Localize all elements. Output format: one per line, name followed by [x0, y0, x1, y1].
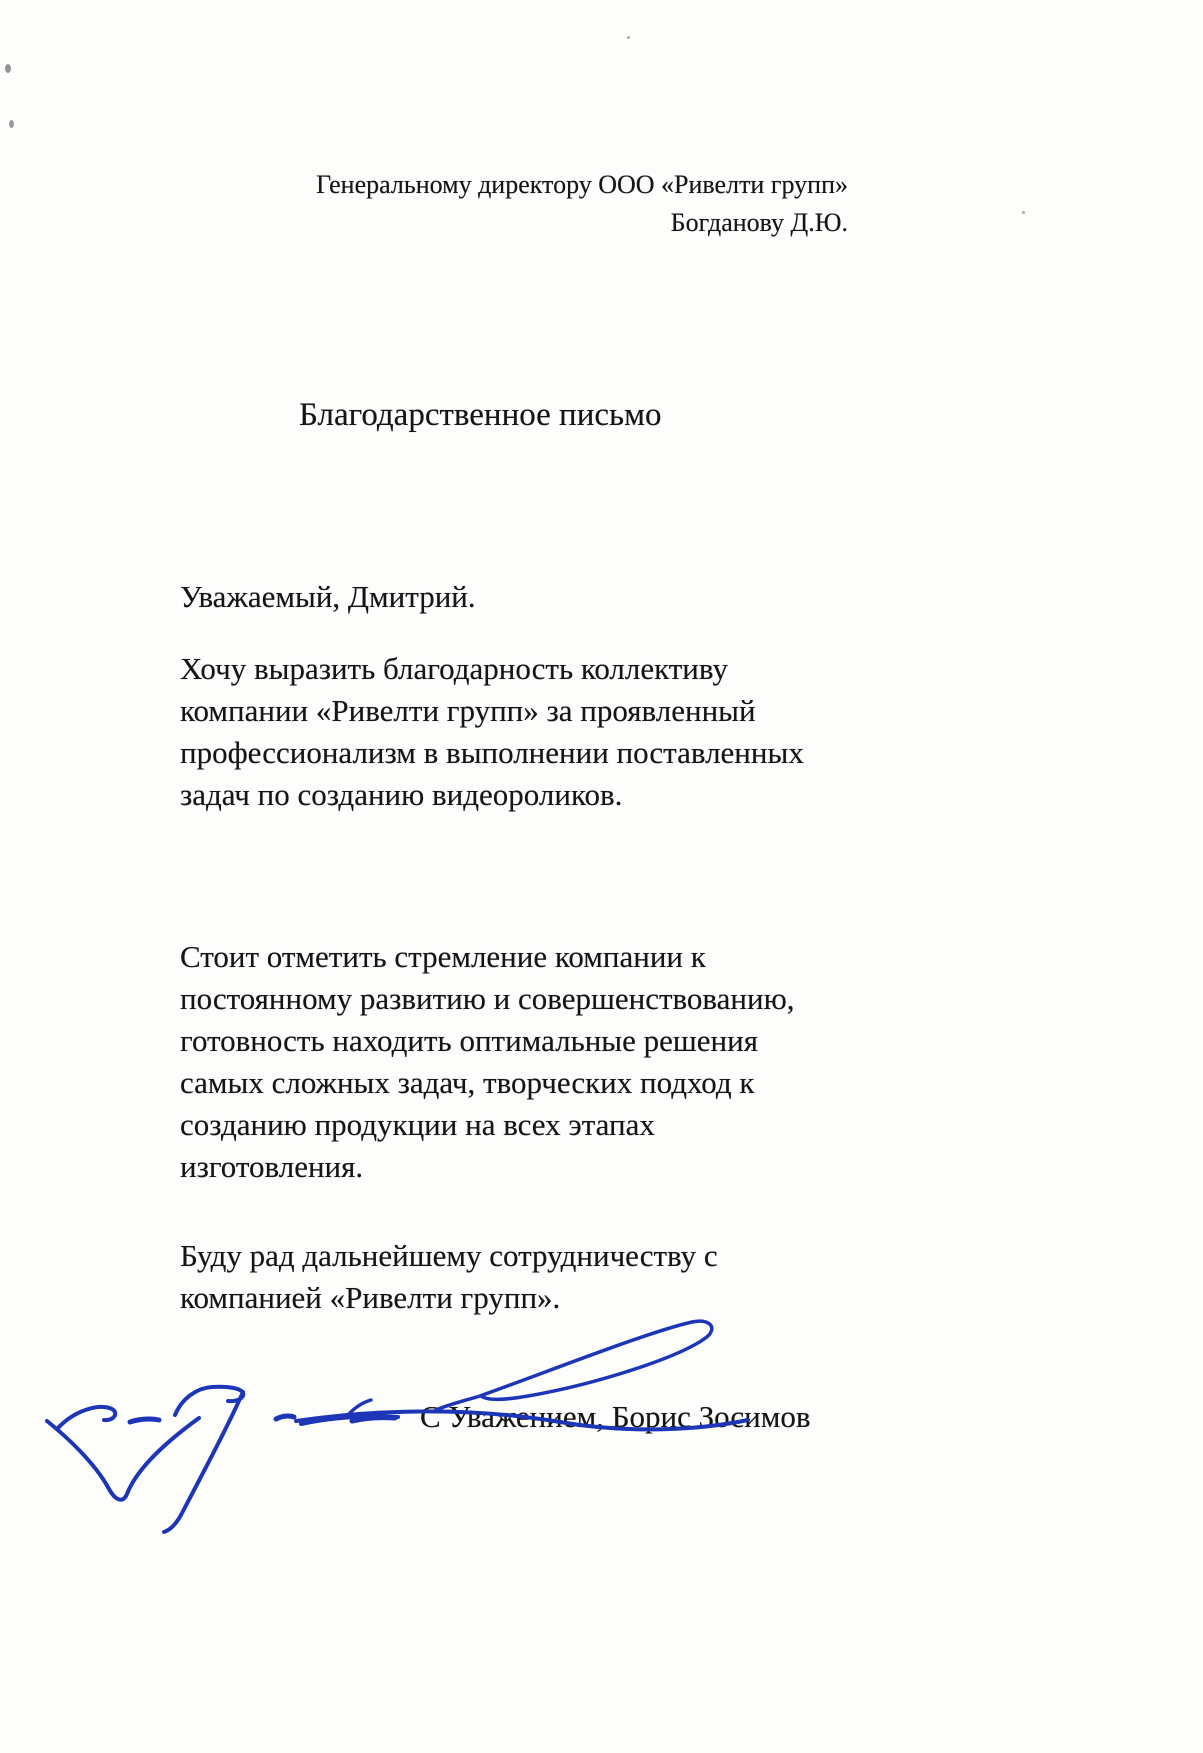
recipient-line: Богданову Д.Ю.	[670, 208, 848, 237]
paragraph-line: задач по созданию видеороликов.	[180, 777, 623, 812]
paragraph-2	[180, 936, 795, 1188]
paragraph-line: Буду рад дальнейшему сотрудничеству с	[180, 1238, 718, 1273]
paragraph-3	[180, 1235, 718, 1319]
paragraph-line: профессионализм в выполнении поставленных	[180, 735, 804, 770]
scan-speck	[9, 120, 14, 128]
paragraph-line: изготовления.	[180, 1149, 364, 1184]
paragraph-line: компанией «Ривелти групп».	[180, 1280, 561, 1315]
scan-speck	[1022, 211, 1025, 214]
letter-title: Благодарственное письмо	[299, 397, 662, 433]
greeting-line: Уважаемый, Дмитрий.	[180, 579, 476, 614]
paragraph-line: созданию продукции на всех этапах	[180, 1107, 655, 1142]
scan-speck	[5, 64, 11, 73]
recipient-block	[316, 166, 848, 242]
paragraph-line: Хочу выразить благодарность коллективу	[180, 651, 728, 686]
paragraph-line: самых сложных задач, творческих подход к	[180, 1065, 755, 1100]
recipient-line: Генеральному директору ООО «Ривелти групп»	[316, 170, 848, 199]
signoff-line: С Уважением, Борис Зосимов	[420, 1399, 811, 1434]
scan-speck	[627, 36, 630, 39]
paragraph-line: постоянному развитию и совершенствованию,	[180, 981, 795, 1016]
paragraph-line: компании «Ривелти групп» за проявленный	[180, 693, 756, 728]
paragraph-line: Стоит отметить стремление компании к	[180, 939, 706, 974]
paragraph-1	[180, 648, 804, 816]
paragraph-line: готовность находить оптимальные решения	[180, 1023, 758, 1058]
